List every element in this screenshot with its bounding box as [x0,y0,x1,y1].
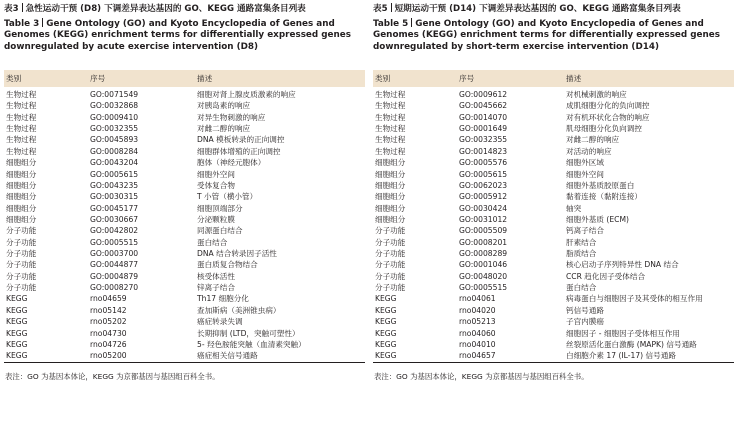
row-description: 对异生物刺激的响应 [197,112,266,122]
row-description: 对机械刺激的响应 [566,90,627,99]
row-category: KEGG [6,351,28,361]
table-row [4,123,365,134]
row-category: KEGG [6,305,28,315]
table-3-cn-title-text: 急性运动干预 (D8) 下调差异表达基因的 GO、KEGG 通路富集条目列表 [25,4,306,14]
row-category: 分子功能 [375,283,406,293]
table-row [4,100,365,111]
table-3-body [4,87,365,362]
row-id: rno05202 [90,317,127,327]
row-description: 成肌细胞分化的负向调控 [566,101,650,111]
row-description: T 小管（横小管） [197,192,258,202]
row-category: KEGG [375,328,397,338]
row-id: GO:0008270 [90,283,139,293]
table-row [373,87,734,100]
table-5-en-number: Table 5 [373,18,409,29]
row-id: rno04061 [459,294,496,304]
table-row [373,305,734,316]
row-id: rno05142 [90,305,127,315]
row-description: 长期抑制 (LTD，突触可塑性） [197,328,300,338]
title-divider [22,3,23,12]
table-header-row [373,70,734,87]
row-description: DNA 模板转录的正向调控 [197,135,285,145]
table-3-en-title-text: Gene Ontology (GO) and Kyoto Encyclopedia of Genes and Genomes (KEGG) enrichment terms for differentially expressed genes downregulated by acute exercise intervention (D8) [4,18,351,52]
row-category: KEGG [6,317,28,327]
row-id: GO:0005615 [459,169,508,179]
row-id: GO:0008289 [459,249,508,259]
row-category: 生物过程 [375,124,406,134]
table-5-chinese-title [373,3,734,16]
table-5-container [373,70,734,382]
row-category: 分子功能 [6,226,37,236]
row-id: GO:0031012 [459,214,508,224]
row-category: 分子功能 [375,260,406,270]
table-row [4,180,365,191]
row-description: CCR 趋化因子受体结合 [566,271,646,281]
row-description: 细胞因子 - 细胞因子受体相互作用 [566,328,680,338]
table-5-body [373,87,734,362]
row-description: 蛋白结合 [566,283,597,293]
row-category: 生物过程 [375,146,406,156]
row-category: 细胞组分 [6,169,37,179]
row-category: KEGG [375,339,397,349]
row-category: 生物过程 [6,90,37,99]
row-id: GO:0005615 [90,169,139,179]
table-row [373,225,734,236]
row-id: rno04730 [90,328,127,338]
row-id: GO:0014070 [459,112,508,122]
row-description: 肝素结合 [566,237,597,247]
title-divider [391,3,392,12]
table-row [373,191,734,202]
title-divider [42,18,43,27]
table-5-en-title-text: Gene Ontology (GO) and Kyoto Encyclopedia of Genes and Genomes (KEGG) enrichment terms for differentially expressed genes downregulated by short-term exercise intervention (D14) [373,18,720,52]
row-category: 生物过程 [375,135,406,145]
table-row [4,157,365,168]
row-category: 分子功能 [6,283,37,293]
row-id: rno04020 [459,305,496,315]
row-id: GO:0032868 [90,101,139,111]
row-category: 分子功能 [6,249,37,259]
table-row [4,225,365,236]
row-description: 钙离子结合 [566,226,604,236]
row-description: 受体复合物 [197,180,235,190]
row-description: 核心启动子序列特异性 DNA 结合 [566,260,679,270]
row-id: GO:0030667 [90,214,139,224]
table-row [373,350,734,361]
row-id: GO:0009612 [459,90,508,99]
table-5-number: 表5 [373,4,388,14]
row-description: 5- 羟色胺能突触（血清素突触） [197,339,306,349]
row-id: GO:0003700 [90,249,139,259]
row-description: 对雌二醇的响应 [566,135,620,145]
table-5-cn-title-text: 短期运动干预 (D14) 下调差异表达基因的 GO、KEGG 通路富集条目列表 [394,4,681,14]
table-row [4,248,365,259]
table-row [4,203,365,214]
row-category: KEGG [6,328,28,338]
row-description: 病毒蛋白与细胞因子及其受体的相互作用 [566,294,703,304]
row-description: 细胞顶端部分 [197,203,243,213]
header-category: 类别 [6,74,22,83]
row-id: rno04010 [459,339,496,349]
row-category: KEGG [375,294,397,304]
table-row [4,237,365,248]
table-row [373,134,734,145]
row-description: 锌离子结合 [197,283,235,293]
row-id: GO:0030424 [459,203,508,213]
table-row [4,305,365,316]
row-id: rno04060 [459,328,496,338]
table-row [373,157,734,168]
row-id: GO:0045177 [90,203,139,213]
table-row [4,339,365,350]
table-row [373,248,734,259]
row-category: 生物过程 [6,146,37,156]
table-3-en-number: Table 3 [4,18,40,29]
table-row [4,350,365,361]
table-bottom-rule [4,362,365,363]
table-row [373,339,734,350]
row-description: 细胞外区域 [566,158,604,168]
row-description: 核受体活性 [197,271,235,281]
row-id: GO:0032355 [459,135,508,145]
table-3-container [4,70,365,382]
row-id: GO:0043204 [90,158,139,168]
table-row [4,271,365,282]
table-row [373,316,734,327]
row-id: GO:0030315 [90,192,139,202]
header-id: 序号 [90,74,106,83]
row-id: GO:0005912 [459,192,508,202]
row-id: GO:0005509 [459,226,508,236]
row-id: GO:0005576 [459,158,508,168]
row-category: 细胞组分 [6,158,37,168]
row-category: KEGG [375,305,397,315]
table-row [373,100,734,111]
table-row [373,123,734,134]
table-row [373,169,734,180]
row-category: 细胞组分 [6,192,37,202]
table-row [4,87,365,100]
table-row [373,271,734,282]
row-description: 钙信号通路 [566,305,604,315]
row-description: 细胞外基质 (ECM) [566,214,629,224]
row-id: GO:0045662 [459,101,508,111]
row-category: 生物过程 [6,101,37,111]
table-5-english-title [373,18,734,54]
row-category: KEGG [6,339,28,349]
header-description: 描述 [197,74,213,83]
row-id: GO:0043235 [90,180,139,190]
row-id: GO:0001649 [459,124,508,134]
table-3 [4,70,365,362]
row-category: 细胞组分 [375,192,406,202]
row-id: GO:0044877 [90,260,139,270]
table-row [4,328,365,339]
row-category: 细胞组分 [375,203,406,213]
table-row [4,146,365,157]
table-5-note: 表注：GO 为基因本体论，KEGG 为京都基因与基因组百科全书。 [374,371,589,381]
table-row [373,259,734,270]
row-description: 对有机环状化合物的响应 [566,112,650,122]
table-row [4,134,365,145]
table-row [4,293,365,304]
row-description: 黏着连接（黏附连接） [566,192,642,202]
table-3-number: 表3 [4,4,19,14]
row-description: 同源蛋白结合 [197,226,243,236]
row-category: 生物过程 [6,135,37,145]
row-category: 生物过程 [375,101,406,111]
row-description: 细胞对肾上腺皮质激素的响应 [197,90,296,99]
table-3-panel [4,0,365,381]
row-category: KEGG [375,351,397,361]
table-row [4,169,365,180]
row-category: 生物过程 [6,112,37,122]
table-row [4,112,365,123]
table-header-row [4,70,365,87]
row-category: 分子功能 [375,249,406,259]
row-description: DNA 结合转录因子活性 [197,249,277,259]
table-row [4,214,365,225]
row-category: 分子功能 [375,237,406,247]
row-description: Th17 细胞分化 [197,294,249,304]
table-row [4,282,365,293]
table-row [373,328,734,339]
row-description: 子宫内膜癌 [566,317,604,327]
row-category: 分子功能 [6,260,37,270]
row-id: GO:0014823 [459,146,508,156]
row-id: rno04657 [459,351,496,361]
row-category: 细胞组分 [375,169,406,179]
row-category: KEGG [6,294,28,304]
row-category: 细胞组分 [375,158,406,168]
row-id: GO:0042802 [90,226,139,236]
row-id: rno04726 [90,339,127,349]
row-description: 对雌二醇的响应 [197,124,251,134]
table-row [373,203,734,214]
row-id: GO:0071549 [90,90,139,99]
row-category: 分子功能 [375,271,406,281]
header-description: 描述 [566,74,582,83]
row-category: 细胞组分 [375,180,406,190]
row-id: rno05200 [90,351,127,361]
table-row [373,293,734,304]
row-id: GO:0048020 [459,271,508,281]
row-id: rno04659 [90,294,127,304]
table-3-note: 表注：GO 为基因本体论，KEGG 为京都基因与基因组百科全书。 [5,371,220,381]
row-category: 分子功能 [6,237,37,247]
row-id: GO:0008284 [90,146,139,156]
table-5 [373,70,734,362]
table-row [373,282,734,293]
row-description: 癌症转录失调 [197,317,243,327]
row-description: 分泌颗粒膜 [197,214,235,224]
row-category: 分子功能 [6,271,37,281]
row-description: 蛋白结合 [197,237,228,247]
table-row [373,180,734,191]
row-id: GO:0005515 [90,237,139,247]
row-description: 轴突 [566,203,582,213]
row-id: GO:0004879 [90,271,139,281]
row-category: 细胞组分 [6,180,37,190]
row-id: GO:0062023 [459,180,508,190]
row-description: 对活动的响应 [566,146,612,156]
row-description: 胞体（神经元胞体） [197,158,266,168]
row-category: 细胞组分 [375,214,406,224]
table-bottom-rule [373,362,734,363]
row-description: 白细胞介素 17 (IL-17) 信号通路 [566,351,676,361]
row-description: 脂质结合 [566,249,597,259]
table-row [4,191,365,202]
row-id: GO:0005515 [459,283,508,293]
row-description: 蛋白质复合物结合 [197,260,258,270]
table-row [373,237,734,248]
row-id: rno05213 [459,317,496,327]
row-description: 肌母细胞分化负向调控 [566,124,642,134]
row-description: 细胞外基质胶原蛋白 [566,180,635,190]
table-row [4,316,365,327]
row-id: GO:0032355 [90,124,139,134]
row-description: 细胞外空间 [566,169,604,179]
row-category: 细胞组分 [6,203,37,213]
row-category: KEGG [375,317,397,327]
row-category: 生物过程 [6,124,37,134]
table-3-chinese-title [4,3,365,16]
table-row [373,146,734,157]
table-row [373,214,734,225]
row-id: GO:0045893 [90,135,139,145]
row-description: 细胞外空间 [197,169,235,179]
row-description: 查加斯病（美洲锥虫病） [197,305,281,315]
title-divider [411,18,412,27]
row-description: 细胞群体增殖的正向调控 [197,146,281,156]
table-5-panel [373,0,734,381]
row-description: 对胰岛素的响应 [197,101,251,111]
table-3-english-title [4,18,365,54]
row-category: 生物过程 [375,112,406,122]
row-category: 分子功能 [375,226,406,236]
row-id: GO:0001046 [459,260,508,270]
table-row [373,112,734,123]
header-id: 序号 [459,74,475,83]
table-row [4,259,365,270]
row-description: 癌症相关信号通路 [197,351,258,361]
row-category: 生物过程 [375,90,406,99]
row-id: GO:0009410 [90,112,139,122]
row-id: GO:0008201 [459,237,508,247]
row-category: 细胞组分 [6,214,37,224]
header-category: 类别 [375,74,391,83]
row-description: 丝裂原活化蛋白激酶 (MAPK) 信号通路 [566,339,697,349]
